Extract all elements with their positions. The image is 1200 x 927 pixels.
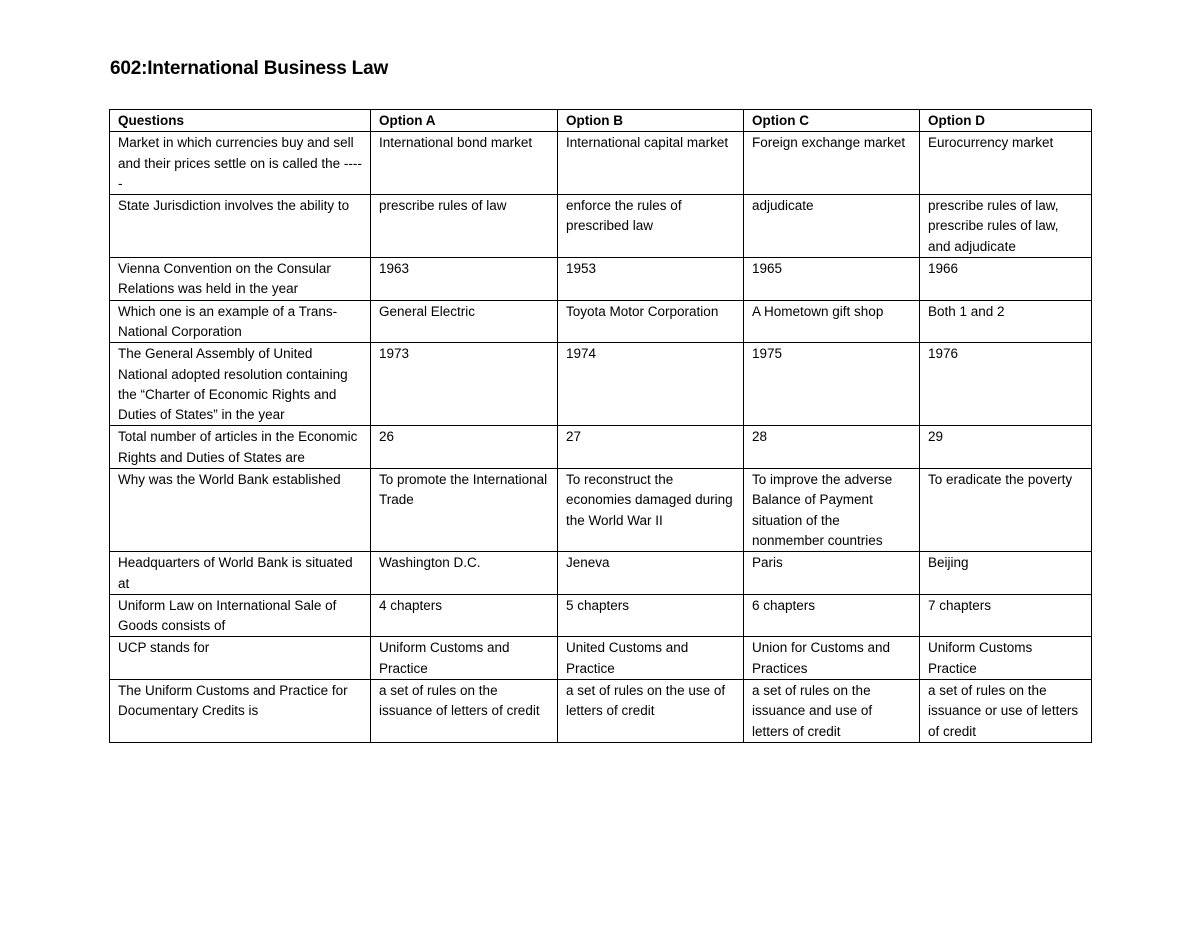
- option-d-cell: Uniform Customs Practice: [920, 637, 1092, 680]
- option-b-cell: a set of rules on the use of letters of credit: [558, 680, 744, 743]
- header-option-b: Option B: [558, 110, 744, 132]
- option-a-cell: To promote the International Trade: [371, 469, 558, 552]
- option-b-cell: 1953: [558, 258, 744, 301]
- table-row: [110, 132, 1092, 195]
- option-b-cell: United Customs and Practice: [558, 637, 744, 680]
- table-row: [110, 195, 1092, 258]
- option-b-cell: Jeneva: [558, 552, 744, 595]
- header-questions: Questions: [110, 110, 371, 132]
- option-c-cell: 1965: [744, 258, 920, 301]
- option-a-cell: General Electric: [371, 300, 558, 343]
- option-a-cell: 1963: [371, 258, 558, 301]
- question-cell: Vienna Convention on the Consular Relations was held in the year: [110, 258, 371, 301]
- option-d-cell: To eradicate the poverty: [920, 469, 1092, 552]
- option-b-cell: 1974: [558, 343, 744, 426]
- question-cell: State Jurisdiction involves the ability to: [110, 195, 371, 258]
- table-row: [110, 426, 1092, 469]
- table-row: [110, 680, 1092, 743]
- option-a-cell: Uniform Customs and Practice: [371, 637, 558, 680]
- option-d-cell: 7 chapters: [920, 594, 1092, 637]
- option-c-cell: 1975: [744, 343, 920, 426]
- option-d-cell: prescribe rules of law, prescribe rules of law, and adjudicate: [920, 195, 1092, 258]
- option-c-cell: a set of rules on the issuance and use of letters of credit: [744, 680, 920, 743]
- option-c-cell: To improve the adverse Balance of Payment situation of the nonmember countries: [744, 469, 920, 552]
- table-row: [110, 258, 1092, 301]
- question-cell: Uniform Law on International Sale of Goods consists of: [110, 594, 371, 637]
- option-d-cell: 29: [920, 426, 1092, 469]
- option-b-cell: International capital market: [558, 132, 744, 195]
- option-a-cell: 1973: [371, 343, 558, 426]
- option-d-cell: a set of rules on the issuance or use of letters of credit: [920, 680, 1092, 743]
- option-c-cell: Foreign exchange market: [744, 132, 920, 195]
- header-option-c: Option C: [744, 110, 920, 132]
- table-row: [110, 552, 1092, 595]
- question-cell: UCP stands for: [110, 637, 371, 680]
- option-a-cell: International bond market: [371, 132, 558, 195]
- question-cell: Why was the World Bank established: [110, 469, 371, 552]
- table-row: [110, 594, 1092, 637]
- option-c-cell: 6 chapters: [744, 594, 920, 637]
- option-c-cell: 28: [744, 426, 920, 469]
- option-d-cell: Both 1 and 2: [920, 300, 1092, 343]
- option-c-cell: A Hometown gift shop: [744, 300, 920, 343]
- option-d-cell: Beijing: [920, 552, 1092, 595]
- option-c-cell: Paris: [744, 552, 920, 595]
- document-title: 602:International Business Law: [110, 58, 389, 79]
- option-a-cell: 26: [371, 426, 558, 469]
- option-d-cell: 1976: [920, 343, 1092, 426]
- table-row: [110, 343, 1092, 426]
- question-cell: Headquarters of World Bank is situated at: [110, 552, 371, 595]
- questions-table: [109, 109, 1092, 743]
- option-c-cell: Union for Customs and Practices: [744, 637, 920, 680]
- table-row: [110, 469, 1092, 552]
- question-cell: The Uniform Customs and Practice for Documentary Credits is: [110, 680, 371, 743]
- option-c-cell: adjudicate: [744, 195, 920, 258]
- table-row: [110, 300, 1092, 343]
- table-row: [110, 637, 1092, 680]
- option-d-cell: Eurocurrency market: [920, 132, 1092, 195]
- question-cell: The General Assembly of United National adopted resolution containing the “Charter of Economic Rights and Duties of States” in the year: [110, 343, 371, 426]
- option-b-cell: To reconstruct the economies damaged during the World War II: [558, 469, 744, 552]
- option-d-cell: 1966: [920, 258, 1092, 301]
- header-option-d: Option D: [920, 110, 1092, 132]
- option-b-cell: 27: [558, 426, 744, 469]
- option-b-cell: 5 chapters: [558, 594, 744, 637]
- question-cell: Total number of articles in the Economic Rights and Duties of States are: [110, 426, 371, 469]
- option-b-cell: Toyota Motor Corporation: [558, 300, 744, 343]
- header-option-a: Option A: [371, 110, 558, 132]
- option-a-cell: 4 chapters: [371, 594, 558, 637]
- option-a-cell: prescribe rules of law: [371, 195, 558, 258]
- option-a-cell: Washington D.C.: [371, 552, 558, 595]
- question-cell: Market in which currencies buy and sell and their prices settle on is called the -----: [110, 132, 371, 195]
- option-a-cell: a set of rules on the issuance of letters of credit: [371, 680, 558, 743]
- table-header-row: [110, 110, 1092, 132]
- option-b-cell: enforce the rules of prescribed law: [558, 195, 744, 258]
- question-cell: Which one is an example of a Trans-National Corporation: [110, 300, 371, 343]
